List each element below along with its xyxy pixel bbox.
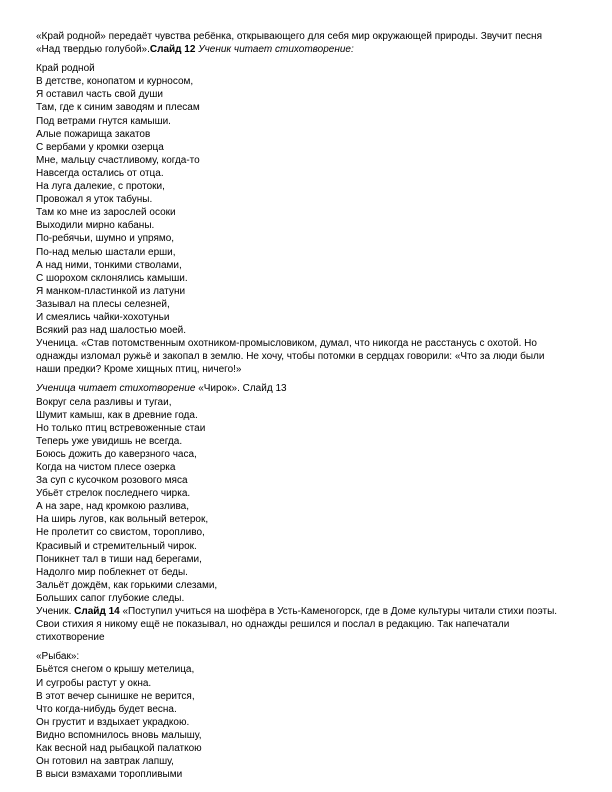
poem-title: «Рыбак»: <box>36 651 80 663</box>
speaker-label: Ученик. <box>36 606 72 618</box>
poem-line: Бьётся снегом о крышу метелица, <box>36 664 195 676</box>
poem-line: Выходили мирно кабаны. <box>36 220 155 232</box>
poem-line: Не пролетит со свистом, торопливо, <box>36 527 205 539</box>
poem-line: Вокруг села разливы и тугаи, <box>36 396 172 408</box>
poem-line: Алые пожарища закатов <box>36 128 151 140</box>
slide14-line-2: Свои стихия я никому ещё не показывал, но однажды решился и послал в редакцию. Так напечатали <box>36 619 510 631</box>
poem-line: Шумит камыш, как в древние года. <box>36 409 198 421</box>
poem-line: В этот вечер сынишке не верится, <box>36 690 195 702</box>
poem-line: На луга далекие, с протоки, <box>36 181 165 193</box>
poem-line: Провожал я уток табуны. <box>36 194 153 206</box>
intro-line-2-text: «Над твердью голубой». <box>36 44 150 56</box>
poem-line: И сугробы растут у окна. <box>36 677 152 689</box>
poem-line: Но только птиц встревоженные стаи <box>36 422 206 434</box>
prose-line: однажды изломал ружьё и закопал в землю. Не хочу, чтобы потомки в сердцах говорили: «Что за люди были <box>36 351 545 363</box>
poem-line: Убьёт стрелок последнего чирка. <box>36 488 191 500</box>
poem-line: Мне, мальцу счастливому, когда-то <box>36 154 200 166</box>
intro-line-2-italic: Ученик читает стихотворение: <box>195 44 354 56</box>
slide14-line-1-rest: «Поступил учиться на шофёра в Усть-Каменогорск, где в Доме культуры читали стихи поэты. <box>122 606 558 618</box>
poem-rybak <box>36 650 586 781</box>
poem-line: Красивый и стремительный чирок. <box>36 540 197 552</box>
prose-line: Ученица. «Став потомственным охотником-промысловиком, думал, что никогда не расстанусь с охотой. Но <box>36 338 537 350</box>
poem-line: За суп с кусочком розового мяса <box>36 475 188 487</box>
poem-line: Я манком-пластинкой из латуни <box>36 285 186 297</box>
slide-14-label: Слайд 14 <box>74 606 120 618</box>
poem-line: Зальёт дождём, как горькими слезами, <box>36 579 218 591</box>
poem-line: По-над мелью шастали ерши, <box>36 246 176 258</box>
poem-chirok <box>36 396 586 606</box>
slide14-line-3: стихотворение <box>36 632 105 644</box>
poem-line: Видно вспомнилось вновь малышу, <box>36 729 202 741</box>
poem-line: Больших сапог глубокие следы. <box>36 592 185 604</box>
poem-line: А над ними, тонкими стволами, <box>36 259 182 271</box>
poem-line: В детстве, конопатом и курносом, <box>36 76 194 88</box>
poem-line: Он грустит и вздыхает украдкою. <box>36 716 190 728</box>
intro-line-2 <box>36 43 586 56</box>
student-prose-paragraph <box>36 337 586 376</box>
poem-line: Теперь уже увидишь не всегда. <box>36 435 183 447</box>
poem-line: Я оставил часть свой души <box>36 89 164 101</box>
poem-line: А на заре, над кромкою разлива, <box>36 501 189 513</box>
poem-line: И смеялись чайки-хохотуньи <box>36 311 170 323</box>
poem-line: С шорохом склонялись камыши. <box>36 272 188 284</box>
poem-kray-rodnoy <box>36 62 586 337</box>
poem-line: Там, где к синим заводям и плесам <box>36 102 200 114</box>
poem-line: По-ребячьи, шумно и упрямо, <box>36 233 175 245</box>
student-slide14-paragraph <box>36 605 586 644</box>
poem-line: Надолго мир поблекнет от беды. <box>36 566 188 578</box>
poem-line: Боюсь дожить до каверзного часа, <box>36 448 197 460</box>
poem-chirok-header <box>36 382 586 395</box>
poem-chirok-header-italic: Ученица читает стихотворение <box>36 383 196 395</box>
poem-line: Поникнет тал в тиши над берегами, <box>36 553 202 565</box>
prose-line: наши предки? Кроме хищных птиц, ничего!» <box>36 364 242 376</box>
poem-title: Край родной <box>36 63 95 75</box>
document-page <box>36 30 586 781</box>
poem-line: Навсегда остались от отца. <box>36 167 164 179</box>
poem-line: С вербами у кромки озерца <box>36 141 164 153</box>
poem-line: Зазывал на плесы селезней, <box>36 298 170 310</box>
poem-line: Как весной над рыбацкой палаткою <box>36 742 202 754</box>
poem-line: Он готовил на завтрак лапшу, <box>36 756 174 768</box>
slide14-line-1 <box>36 605 586 618</box>
poem-line: На ширь лугов, как вольный ветерок, <box>36 514 209 526</box>
poem-line: Под ветрами гнутся камыши. <box>36 115 171 127</box>
poem-line: Там ко мне из зарослей осоки <box>36 207 176 219</box>
slide-12-label: Слайд 12 <box>149 44 196 56</box>
poem-line: Всякий раз над шалостью моей. <box>36 325 187 337</box>
poem-line: Когда на чистом плесе озерка <box>36 462 176 473</box>
intro-paragraph <box>36 30 586 56</box>
poem-line: Что когда-нибудь будет весна. <box>36 703 177 715</box>
poem-chirok-header-rest: «Чирок». Слайд 13 <box>195 383 287 395</box>
poem-line: В выси взмахами торопливыми <box>36 769 183 781</box>
intro-line-1: «Край родной» передаёт чувства ребёнка, открывающего для себя мир окружающей природы. Звучит песня <box>36 31 542 42</box>
